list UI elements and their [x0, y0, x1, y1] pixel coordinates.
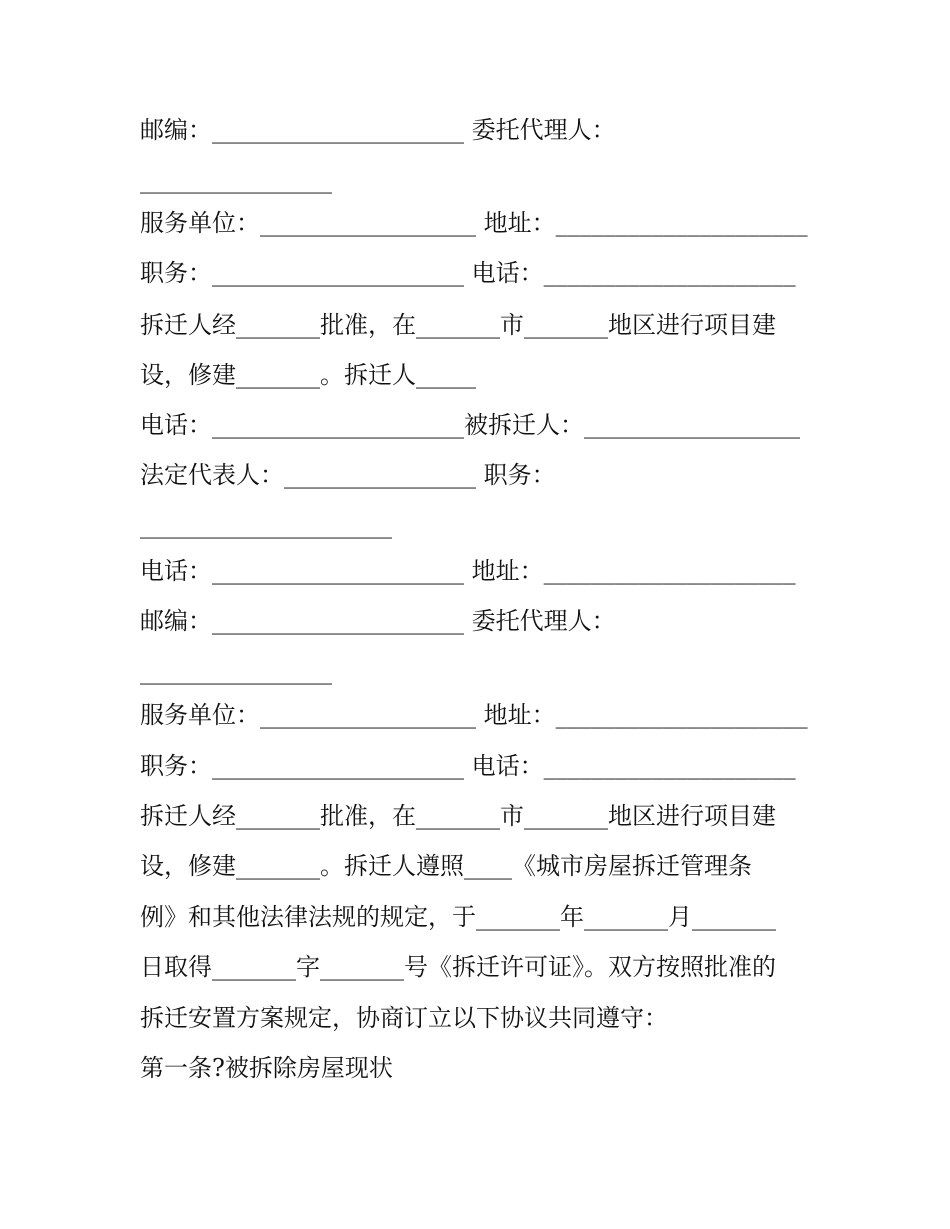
- postcode-agent-line: 邮编：_____________________ 委托代理人：: [140, 116, 616, 144]
- permit-line: 日取得_______字_______号《拆迁许可证》。双方按照批准的: [140, 953, 776, 981]
- agent-blank-line: ________________: [140, 166, 332, 194]
- position-phone-line-2: 职务：_____________________ 电话：_____________________: [140, 752, 796, 780]
- agreement-line: 拆迁安置方案规定，协商订立以下协议共同遵守：: [140, 1004, 668, 1032]
- regulation-line: 设，修建_______。拆迁人遵照____《城市房屋拆迁管理条: [140, 852, 752, 880]
- approval-paragraph-line-2: 拆迁人经_______批准，在_______市_______地区进行项目建: [140, 802, 776, 830]
- article-one-heading: 第一条?被拆除房屋现状: [140, 1054, 393, 1082]
- legal-rep-position-line: 法定代表人：________________ 职务：: [140, 461, 556, 489]
- phone-relocatee-line: 电话：_____________________被拆迁人：__________________: [140, 411, 800, 439]
- employer-address-line: 服务单位：__________________ 地址：_____________________: [140, 209, 808, 237]
- agent-blank-line-2: ________________: [140, 657, 332, 685]
- phone-address-line: 电话：_____________________ 地址：_____________________: [140, 557, 796, 585]
- position-phone-line: 职务：_____________________ 电话：_____________________: [140, 259, 796, 287]
- position-blank-line: _____________________: [140, 511, 392, 539]
- approval-paragraph-line: 拆迁人经_______批准，在_______市_______地区进行项目建: [140, 311, 776, 339]
- date-line: 例》和其他法律法规的规定，于_______年_______月_______: [140, 903, 776, 931]
- postcode-agent-line-2: 邮编：_____________________ 委托代理人：: [140, 607, 616, 635]
- construction-line: 设，修建_______。拆迁人_____: [140, 361, 476, 389]
- employer-address-line-2: 服务单位：__________________ 地址：_____________________: [140, 701, 808, 729]
